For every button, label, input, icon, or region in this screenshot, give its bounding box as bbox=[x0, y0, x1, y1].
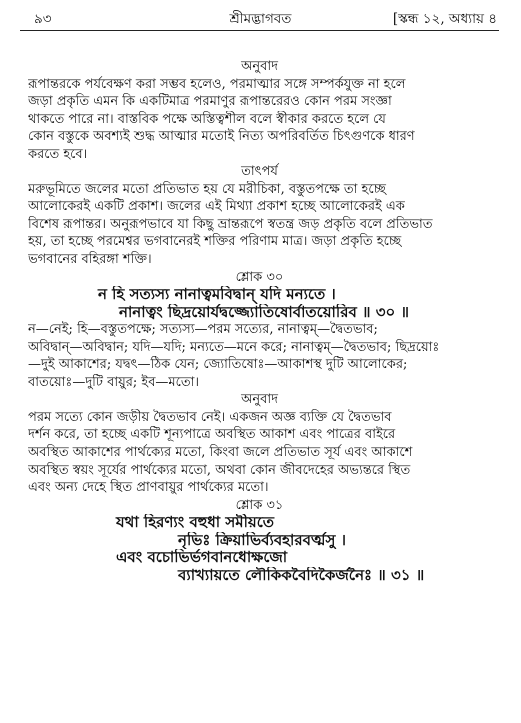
text-line: ন—নেই; হি—বস্তুতপক্ষে; সত্যস্য—পরম সত্যের, নানাত্বম্—দ্বৈতভাব; bbox=[28, 322, 378, 338]
verse-line: ব্যাখ্যায়তে লৌকিকবৈদিকৈর্জনৈঃ ॥ ৩১ ॥ bbox=[178, 566, 425, 584]
page-header bbox=[0, 6, 521, 28]
text-line: রূপান্তরকে পর্যবেক্ষণ করা সম্ভব হলেও, পরমাত্মার সঙ্গে সম্পর্কযুক্ত না হলে bbox=[28, 76, 406, 92]
text-line: হয়, তা হচ্ছে পরমেশ্বর ভগবানেরই শক্তির পরিণাম মাত্র। জড়া প্রকৃতি হচ্ছে bbox=[28, 234, 402, 250]
verse-line: ন হি সত্যস্য নানাত্বমবিদ্বান্ যদি মন্যতে । bbox=[98, 286, 336, 304]
section-heading: শ্লোক ৩০ bbox=[235, 269, 284, 285]
section-heading: শ্লোক ৩১ bbox=[235, 497, 284, 513]
section-heading: তাৎপর্য bbox=[241, 164, 278, 180]
text-line: অবস্থিত স্বয়ং সূর্যের পার্থক্যের মতো, অথবা কোন জীবদেহের অভ্যন্তরে স্থিত bbox=[28, 462, 411, 478]
text-line: পরম সত্যে কোন জড়ীয় দ্বৈতভাব নেই। একজন অজ্ঞ ব্যক্তি যে দ্বৈতভাব bbox=[28, 409, 392, 425]
text-line: জড়া প্রকৃতি এমন কি একটিমাত্র পরমাণুর রূপান্তরেরও কোন পরম সংজ্ঞা bbox=[28, 94, 392, 110]
book-title: শ্রীমদ্ভাগবত bbox=[229, 11, 292, 27]
text-line: করতে হবে। bbox=[28, 146, 88, 162]
text-line: আলোকেরই একটি প্রকাশ। জলের এই মিথ্যা প্রকাশ হচ্ছে আলোকেরই এক bbox=[28, 199, 405, 215]
text-line: কোন বস্তুকে অবশ্যই শুদ্ধ আত্মার মতোই নিত্য অপরিবর্তিত চিৎগুণকে ধারণ bbox=[28, 129, 415, 145]
text-line: ভগবানের বহিরঙ্গা শক্তি। bbox=[28, 252, 152, 268]
text-line: বাতয়োঃ—দুটি বায়ুর; ইব—মতো। bbox=[28, 374, 200, 390]
text-line: অবিদ্বান্—অবিদ্বান; যদি—যদি; মন্যতে—মনে করে; নানাত্বম্—দ্বৈতভাব; ছিদ্রয়োঃ bbox=[28, 339, 440, 355]
text-line: অবস্থিত আকাশের পার্থক্যের মতো, কিংবা জলে প্রতিভাত সূর্য এবং আকাশে bbox=[28, 445, 413, 461]
text-line: দর্শন করে, তা হচ্ছে একটি শূন্যপাত্রে অবস্থিত আকাশ এবং পাত্রের বাইরে bbox=[28, 427, 396, 443]
verse-line: নানাত্বং ছিদ্রয়োর্যদ্বজ্জ্যোতিষোর্বাতয়োরিব ॥ ৩০ ॥ bbox=[119, 303, 409, 321]
page-number: ৯৩ bbox=[34, 11, 52, 27]
text-line: মরুভূমিতে জলের মতো প্রতিভাত হয় যে মরীচিকা, বস্তুতপক্ষে তা হচ্ছে bbox=[28, 181, 386, 197]
text-line: থাকতে পারে না। বাস্তবিক পক্ষে অস্তিত্বশীল বলে স্বীকার করতে হলে যে bbox=[28, 111, 386, 127]
text-line: এবং অন্য দেহে স্থিত প্রাণবায়ুর পার্থক্যের মতো। bbox=[28, 480, 269, 496]
text-line: —দুই আকাশের; যদ্বৎ—ঠিক যেন; জ্যোতিষোঃ—আকাশস্থ দুটি আলোকের; bbox=[28, 357, 408, 373]
header-rule bbox=[20, 30, 499, 31]
section-heading: অনুবাদ bbox=[241, 59, 278, 74]
text-line: বিশেষ রূপান্তর। অনুরূপভাবে যা কিছু ভ্রান্তরূপে স্বতন্ত্র জড় প্রকৃতি বলে প্রতিভাত bbox=[28, 216, 433, 232]
section-heading: অনুবাদ bbox=[241, 392, 278, 408]
verse-line: যথা হিরণ্যং বহুধা সমীয়তে bbox=[116, 514, 274, 532]
verse-line: এবং বচোভির্ভগবানধোক্ষজো bbox=[116, 549, 288, 567]
verse-line: নৃভিঃ ক্রিয়াভির্ব্যবহারবর্ত্মসু । bbox=[178, 531, 346, 549]
chapter-reference: [স্কন্ধ ১২, অধ্যায় ৪ bbox=[392, 11, 497, 27]
page-body bbox=[28, 58, 491, 584]
